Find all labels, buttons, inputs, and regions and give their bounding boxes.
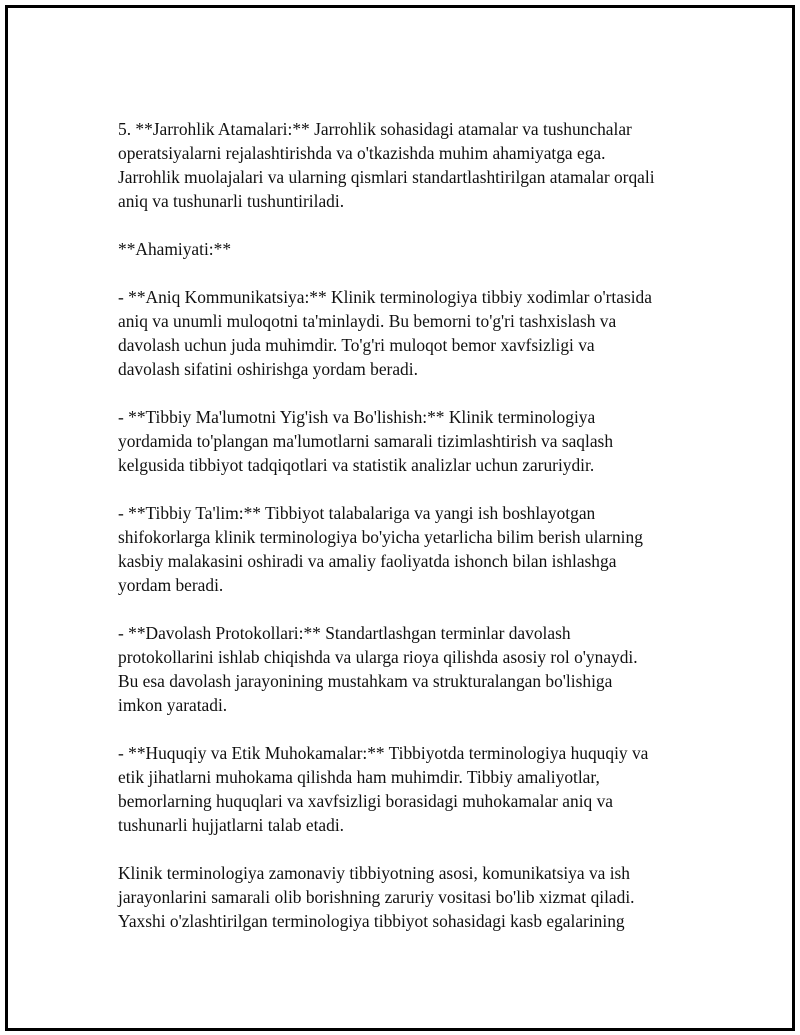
bullet-medical-education: [118, 501, 708, 597]
text-line: yordam beradi.: [118, 575, 224, 595]
text-line: davolash sifatini oshirishga yordam beradi.: [118, 359, 418, 379]
text-line: protokollarini ishlab chiqishda va ularga rioya qilishda asosiy rol o'ynaydi.: [118, 647, 638, 667]
text-line: 5. **Jarrohlik Atamalari:** Jarrohlik sohasidagi atamalar va tushunchalar: [118, 119, 632, 139]
text-line: tushunarli hujjatlarni talab etadi.: [118, 815, 345, 835]
text-line: Bu esa davolash jarayonining mustahkam va strukturalangan bo'lishiga: [118, 671, 613, 691]
text-line: shifokorlarga klinik terminologiya bo'yicha yetarlicha bilim berish ularning: [118, 527, 643, 547]
text-line: aniq va unumli muloqotni ta'minlaydi. Bu bemorni to'g'ri tashxislash va: [118, 311, 617, 331]
text-line: aniq va tushunarli tushuntiriladi.: [118, 191, 345, 211]
text-line: - **Huquqiy va Etik Muhokamalar:** Tibbiyotda terminologiya huquqiy va: [118, 743, 649, 763]
text-line: yordamida to'plangan ma'lumotlarni samarali tizimlashtirish va saqlash: [118, 431, 614, 451]
bullet-medical-data: [118, 405, 708, 477]
text-line: etik jihatlarni muhokama qilishda ham muhimdir. Tibbiy amaliyotlar,: [118, 767, 600, 787]
text-line: - **Aniq Kommunikatsiya:** Klinik terminologiya tibbiy xodimlar o'rtasida: [118, 287, 652, 307]
text-line: Klinik terminologiya zamonaviy tibbiyotning asosi, komunikatsiya va ish: [118, 863, 630, 883]
text-line: - **Tibbiy Ma'lumotni Yig'ish va Bo'lishish:** Klinik terminologiya: [118, 407, 596, 427]
bullet-accurate-communication: [118, 285, 708, 381]
text-line: operatsiyalarni rejalashtirishda va o'tkazishda muhim ahamiyatga ega.: [118, 143, 606, 163]
paragraph-surgical-terms: [118, 117, 708, 213]
document-body: [118, 117, 708, 957]
text-line: - **Davolash Protokollari:** Standartlashgan terminlar davolash: [118, 623, 571, 643]
paragraph-conclusion: [118, 861, 708, 933]
text-line: davolash uchun juda muhimdir. To'g'ri muloqot bemor xavfsizligi va: [118, 335, 595, 355]
text-line: bemorlarning huquqlari va xavfsizligi borasidagi muhokamalar aniq va: [118, 791, 614, 811]
text-line: **Ahamiyati:**: [118, 239, 232, 259]
text-line: kasbiy malakasini oshiradi va amaliy faoliyatda ishonch bilan ishlashga: [118, 551, 617, 571]
text-line: - **Tibbiy Ta'lim:** Tibbiyot talabalariga va yangi ish boshlayotgan: [118, 503, 596, 523]
text-line: Jarrohlik muolajalari va ularning qismlari standartlashtirilgan atamalar orqali: [118, 167, 655, 187]
text-line: kelgusida tibbiyot tadqiqotlari va statistik analizlar uchun zaruriydir.: [118, 455, 595, 475]
section-heading-importance: [118, 237, 708, 261]
text-line: imkon yaratadi.: [118, 695, 228, 715]
text-line: Yaxshi o'zlashtirilgan terminologiya tibbiyot sohasidagi kasb egalarining: [118, 911, 625, 931]
bullet-legal-ethical: [118, 741, 708, 837]
bullet-treatment-protocols: [118, 621, 708, 717]
text-line: jarayonlarini samarali olib borishning zaruriy vositasi bo'lib xizmat qiladi.: [118, 887, 635, 907]
